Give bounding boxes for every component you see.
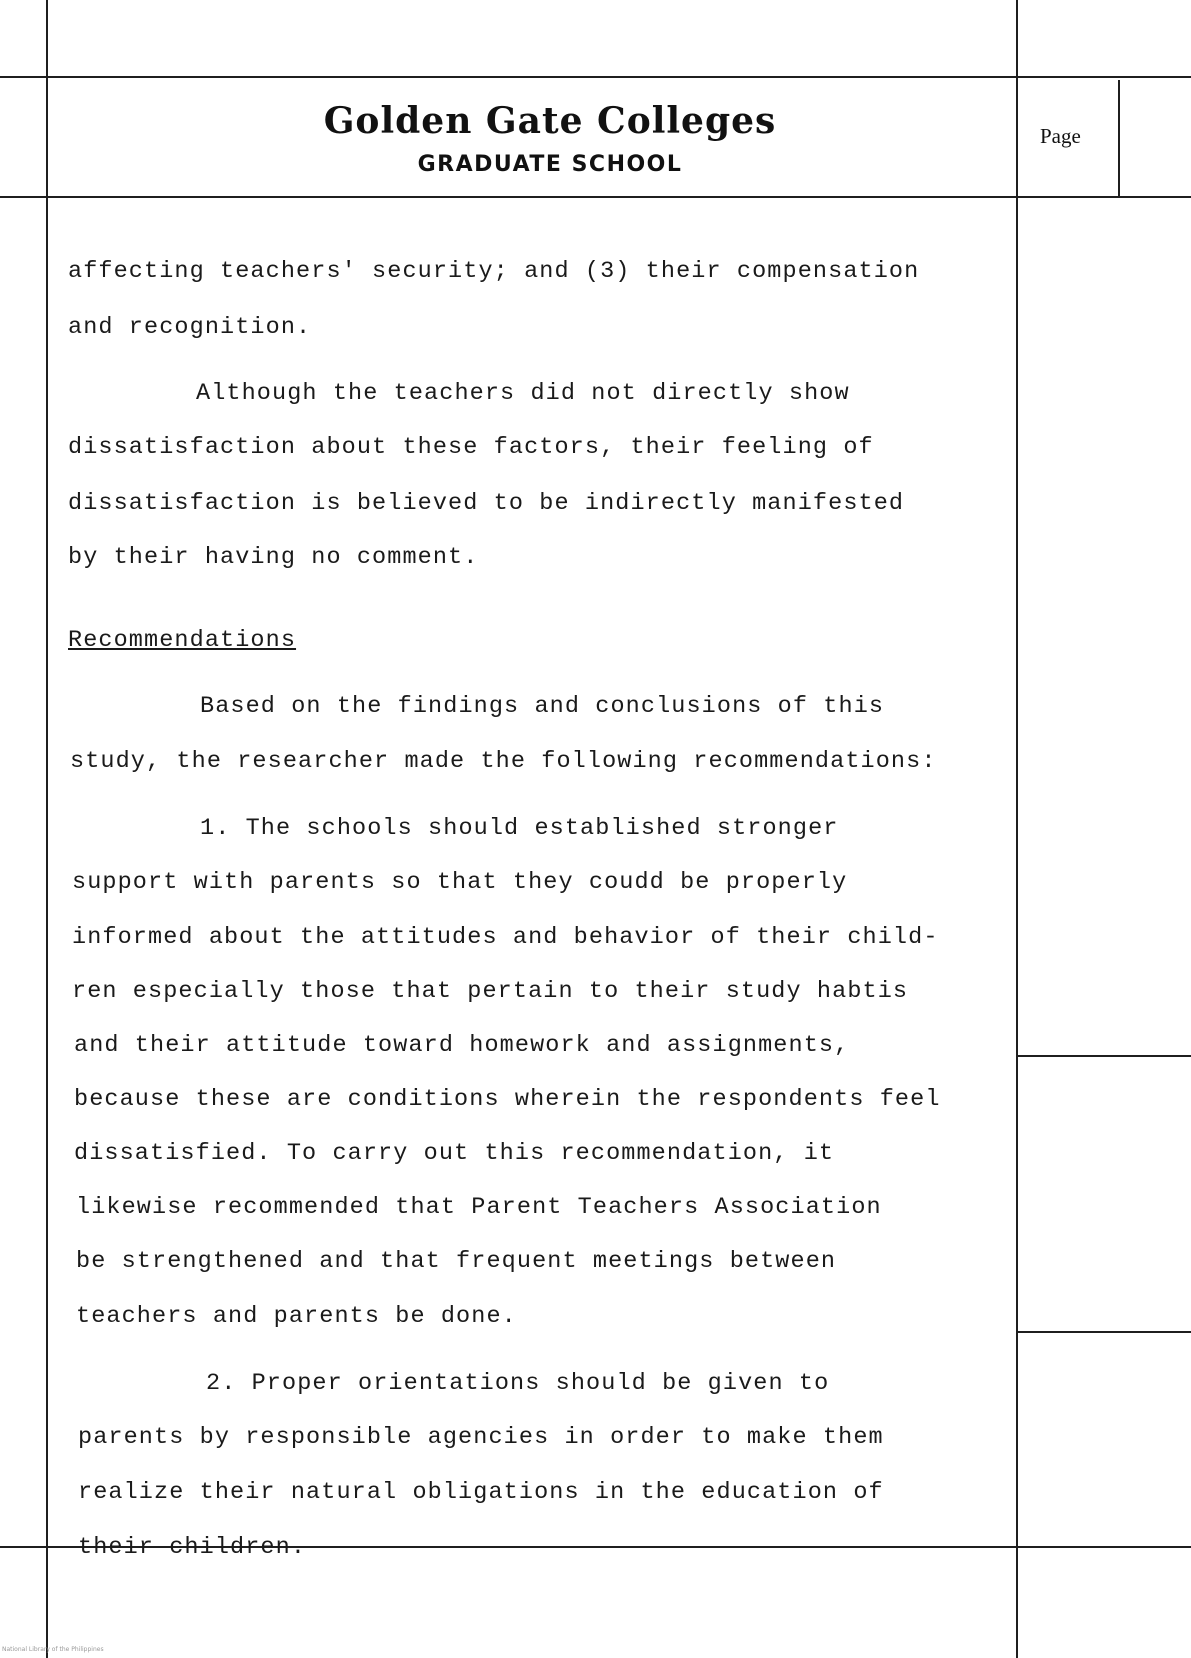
text-line: their children.	[78, 1534, 307, 1561]
page-column-rule	[1016, 0, 1018, 1658]
text-line: dissatisfied. To carry out this recommendation, it	[74, 1140, 835, 1167]
section-heading: Recommendations	[68, 627, 297, 654]
text-line: affecting teachers' security; and (3) their compensation	[68, 258, 920, 285]
text-line: Based on the findings and conclusions of this	[200, 693, 885, 720]
text-line: Although the teachers did not directly show	[196, 380, 850, 407]
text-line: parents by responsible agencies in order to make them	[78, 1424, 884, 1451]
text-line: and their attitude toward homework and assignments,	[74, 1032, 850, 1059]
text-line: by their having no comment.	[68, 544, 479, 571]
text-line: realize their natural obligations in the education of	[78, 1479, 884, 1506]
top-header-rule	[0, 76, 1191, 78]
text-line: study, the researcher made the following recommendations:	[70, 748, 937, 775]
text-line: dissatisfaction is believed to be indirectly manifested	[68, 490, 905, 517]
text-line: teachers and parents be done.	[76, 1303, 517, 1330]
archive-footer-note: National Library of the Philippines	[2, 1646, 104, 1653]
text-line: dissatisfaction about these factors, their feeling of	[68, 434, 874, 461]
text-line: support with parents so that they coudd be properly	[72, 869, 848, 896]
text-line: because these are conditions wherein the respondents feel	[74, 1086, 941, 1113]
text-line: 2. Proper orientations should be given to	[206, 1370, 830, 1397]
text-line: ren especially those that pertain to their study habtis	[72, 978, 909, 1005]
side-column-rule-1	[1018, 1055, 1191, 1057]
text-line: informed about the attitudes and behavior of their child-	[72, 924, 939, 951]
text-line: be strengthened and that frequent meetings between	[76, 1248, 837, 1275]
text-line: likewise recommended that Parent Teachers Association	[76, 1194, 882, 1221]
text-line: 1. The schools should established stronger	[200, 815, 839, 842]
school-name: GRADUATE SCHOOL	[417, 152, 683, 177]
page-box-right-rule	[1118, 80, 1120, 198]
header-bottom-rule	[0, 196, 1191, 198]
left-margin-rule	[46, 0, 48, 1658]
institution-name: Golden Gate Colleges	[323, 100, 777, 142]
page-label: Page	[1040, 124, 1081, 148]
text-line: and recognition.	[68, 314, 312, 341]
side-column-rule-2	[1018, 1331, 1191, 1333]
